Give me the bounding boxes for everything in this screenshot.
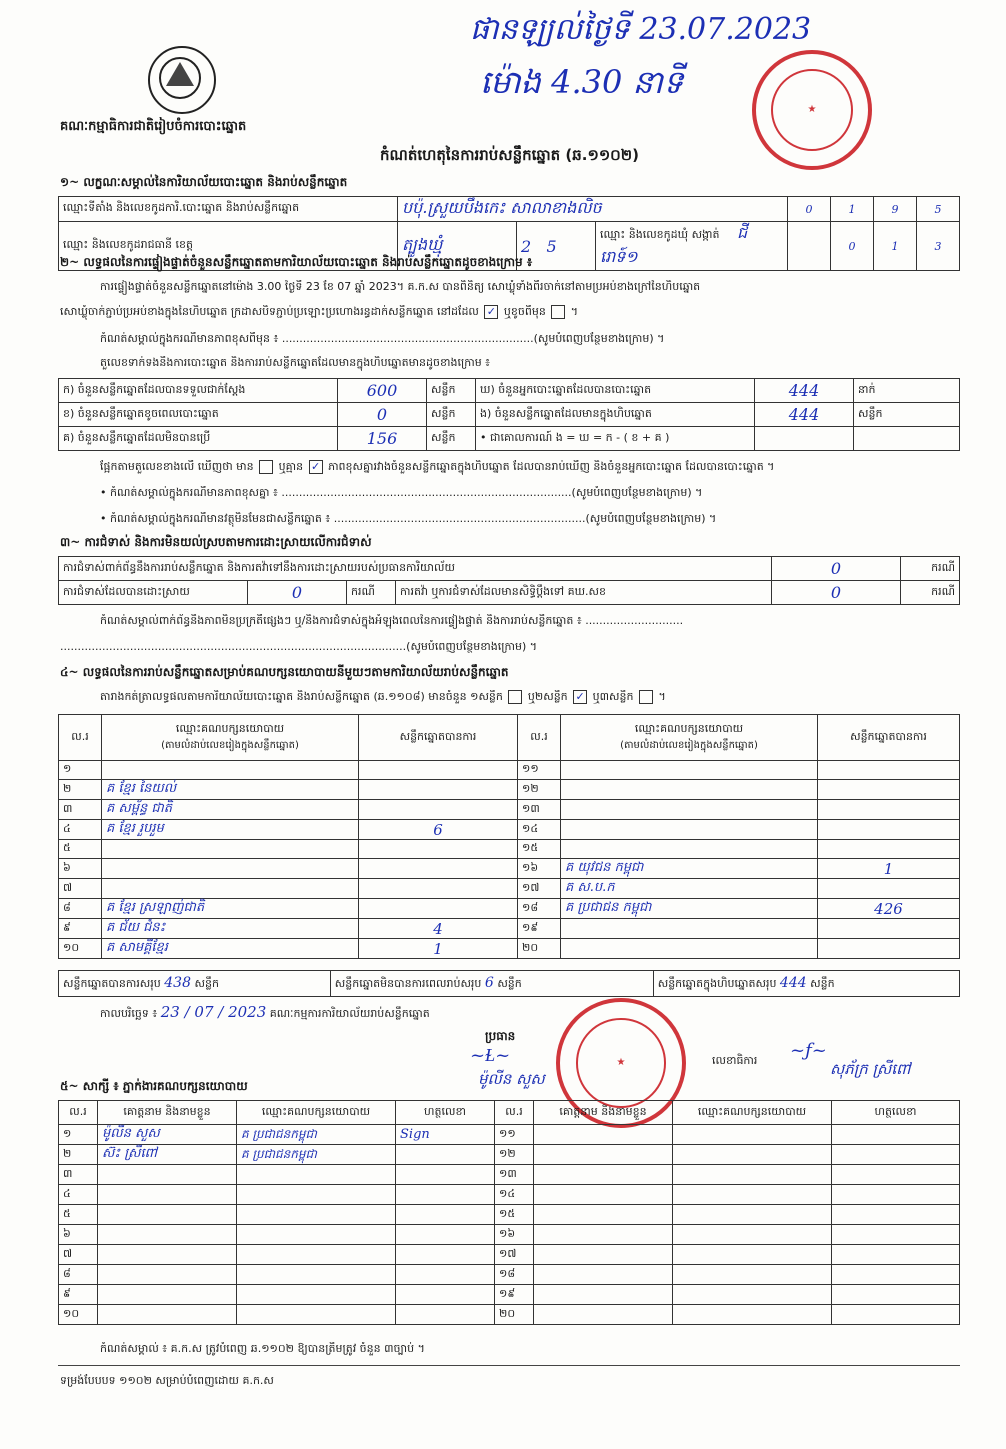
witness-party	[673, 1145, 832, 1165]
witness-signature	[396, 1305, 495, 1325]
table-row	[59, 1285, 960, 1305]
table-row	[59, 1245, 960, 1265]
witness-name	[98, 1245, 237, 1265]
witness-name	[98, 1205, 237, 1225]
witness-party	[673, 1185, 832, 1205]
row-no: ១៦	[495, 1225, 534, 1245]
sec4-intro-c: ឬ៣សន្លឹក	[592, 690, 634, 703]
party-name: គ សម្ព័ន្ធ ជាតិ	[102, 800, 359, 820]
sec1-row2-value: ត្បូងឃ្មុំ	[398, 222, 517, 271]
count-unit	[854, 427, 960, 451]
col-no: ល.រ	[59, 1101, 98, 1125]
row-no: ៨	[59, 899, 102, 919]
witness-party	[237, 1185, 396, 1205]
witness-name	[534, 1285, 673, 1305]
witness-name	[534, 1145, 673, 1165]
witness-party: គ ប្រជាជនកម្ពុជា	[237, 1125, 396, 1145]
has-difference-checkbox[interactable]	[259, 460, 273, 474]
code-digit: 0	[831, 222, 874, 271]
row-no: ១១	[495, 1125, 534, 1145]
row-no: ១៣	[495, 1165, 534, 1185]
total-invalid-value: 6	[484, 974, 494, 991]
party-name	[561, 919, 818, 939]
witness-name	[534, 1305, 673, 1325]
party-votes	[818, 820, 960, 840]
total-box	[653, 971, 959, 997]
sec3-note: កំណត់សម្គាល់ពាក់ព័ន្ធនឹងភាពមិនប្រក្រតីផ្សេងៗ ឬ/និងការជំទាស់ក្នុងអំឡុងពេលនៃការផ្ទៀងផ្ទាត់ និងការរាប់សន្លឹកឆ្នោត ៖ ............................	[100, 614, 684, 627]
row-no: ១២	[518, 780, 561, 800]
sec2-p1: ការផ្ទៀងផ្ទាត់ចំនួនសន្លឹកឆ្នោតនៅម៉ោង 3.00 ថ្ងៃទី 23 ខែ 07 ឆ្នាំ 2023។ គ.ក.ស បានពិនិត្យ សោឃ្លុំទាំងពីរចាក់នៅតាមប្រអប់ខាងក្រៅនៃហិបឆ្នោត	[100, 280, 701, 293]
sec3-r2-unit: ករណី	[347, 581, 396, 605]
party-votes	[818, 761, 960, 780]
secretary-name: សុភ័ក្រ ស្រីពៅ	[830, 1060, 911, 1078]
form-footer: ទម្រង់បែបបទ ១១០២ សម្រាប់បំពេញដោយ គ.ក.ស	[60, 1374, 274, 1387]
row-no: ៧	[59, 879, 102, 899]
nec-logo	[148, 46, 216, 114]
row-no: ១៥	[518, 840, 561, 859]
row-no: ៤	[59, 1185, 98, 1205]
party-votes	[359, 879, 518, 899]
witness-table	[58, 1100, 960, 1325]
sec2-count-table	[58, 378, 960, 451]
table-row	[59, 919, 960, 939]
sec4-intro: តារាងកត់ត្រាលទ្ធផលតាមការិយាល័យបោះឆ្នោត និងរាប់សន្លឹកឆ្នោត (ឆ.១១០៨) មានចំនួន ១សន្លឹក	[100, 690, 503, 703]
official-stamp-top	[752, 50, 872, 170]
secretary-label: លេខាធិការ	[712, 1054, 758, 1067]
party-name	[102, 761, 359, 780]
witness-signature	[832, 1185, 960, 1205]
party-votes	[818, 840, 960, 859]
table-row	[59, 1265, 960, 1285]
witness-signature	[832, 1205, 960, 1225]
table-row	[59, 1305, 960, 1325]
row-no: ១១	[518, 761, 561, 780]
code-digit: 5	[917, 197, 960, 222]
table-row	[59, 1205, 960, 1225]
party-votes: 6	[359, 820, 518, 840]
party-name	[561, 780, 818, 800]
party-votes: 1	[359, 939, 518, 959]
col-party	[102, 715, 359, 761]
count-unit: សន្លឹក	[427, 427, 476, 451]
unit: សន្លឹក	[810, 976, 835, 990]
row-no: ៩	[59, 1285, 98, 1305]
col-party-sub: (តាមលំដាប់លេខរៀងក្នុងសន្លឹកឆ្នោត)	[620, 740, 758, 751]
date-value: 23 / 07 / 2023	[160, 1003, 267, 1021]
table-row	[59, 1165, 960, 1185]
count-row	[59, 427, 960, 451]
code-digit: 2	[521, 236, 532, 256]
witness-party	[237, 1165, 396, 1185]
sec1-row1-label: ឈ្មោះទីតាំង និងលេខកូដការិ.បោះឆ្នោត និងរាប់សន្លឹកឆ្នោត	[59, 197, 398, 222]
party-votes	[818, 919, 960, 939]
count-unit: សន្លឹក	[427, 379, 476, 403]
witness-signature	[832, 1125, 960, 1145]
unit: សន្លឹក	[194, 976, 219, 990]
party-name	[561, 761, 818, 780]
party-name: គ ខ្មែរ ស្រឡាញ់ជាតិ	[102, 899, 359, 919]
table-row	[59, 939, 960, 959]
party-votes	[359, 859, 518, 879]
col-party	[561, 715, 818, 761]
witness-party	[237, 1265, 396, 1285]
count-value: 600	[338, 379, 427, 403]
witness-name: ស៊ះ ស្រីពៅ	[98, 1145, 237, 1165]
party-votes	[359, 800, 518, 820]
row-no: ៦	[59, 859, 102, 879]
unchanged-checkbox[interactable]: ✓	[484, 305, 498, 319]
three-sheet-checkbox[interactable]	[639, 690, 653, 704]
row-no: ១	[59, 761, 102, 780]
witness-signature	[396, 1145, 495, 1165]
witness-name	[98, 1185, 237, 1205]
party-votes: 1	[818, 859, 960, 879]
row-no: ៣	[59, 1165, 98, 1185]
sec5-footnote: កំណត់សម្គាល់ ៖ គ.ក.ស ត្រូវបំពេញ ឆ.១១០២ ឱ្យបានត្រឹមត្រូវ ចំនួន ៣ច្បាប់ ។	[100, 1342, 425, 1355]
witness-party	[673, 1125, 832, 1145]
stamp-seal-icon: ★	[771, 69, 853, 151]
total-valid-value: 438	[164, 974, 191, 991]
party-name: គ ប្រជាជន កម្ពុជា	[561, 899, 818, 919]
count-value: 444	[755, 403, 854, 427]
witness-name	[534, 1265, 673, 1285]
sec3-r1-label: ការជំទាស់ពាក់ព័ន្ធនឹងការរាប់សន្លឹកឆ្នោត និងការតវ៉ាទៅនឹងការដោះស្រាយរបស់ប្រធានការិយាល័យ	[59, 557, 772, 581]
stamp-seal-icon: ★	[576, 1018, 665, 1107]
row-no: ១៧	[518, 879, 561, 899]
sec4-heading: ៤~ លទ្ធផលនៃការរាប់សន្លឹកឆ្នោតសម្រាប់គណបក្សនយោបាយនីមួយៗតាមការិយាល័យរាប់សន្លឹកឆ្នោត	[60, 665, 509, 679]
sec3-r2-label: ការជំទាស់ដែលបានដោះស្រាយ	[59, 581, 248, 605]
row-no: ២	[59, 780, 102, 800]
party-name	[102, 879, 359, 899]
party-name: គ ខ្មែរ នៃយល់	[102, 780, 359, 800]
sec2-note1: កំណត់សម្គាល់ក្នុងករណីមានភាពខុសពីមុន ៖ ........................................................................(សូមបំពេញបន្ថែមខាងក្រោម) ។	[100, 332, 665, 345]
row-no: ១២	[495, 1145, 534, 1165]
witness-party	[237, 1285, 396, 1305]
emblem-icon	[150, 48, 214, 112]
witness-signature	[832, 1145, 960, 1165]
party-votes	[359, 899, 518, 919]
sec3-r3-value: 0	[772, 581, 901, 605]
witness-name: ម៉ូលីន សួស	[98, 1125, 237, 1145]
col-party-label: ឈ្មោះគណបក្សនយោបាយ	[175, 722, 285, 735]
sec2-note2: • កំណត់សម្គាល់ក្នុងករណីមានភាពខុសគ្នា ៖ ...................................................................................(សូមបំពេញបន្ថែមខាងក្រោម) ។	[100, 486, 703, 499]
witness-party	[673, 1225, 832, 1245]
party-votes	[359, 780, 518, 800]
party-votes: 426	[818, 899, 960, 919]
sec1-row2b	[596, 222, 788, 271]
row-no: ១៦	[518, 859, 561, 879]
party-name: គ ខ្មែរ រួបរួម	[102, 820, 359, 840]
witness-name	[98, 1285, 237, 1305]
witness-party	[673, 1305, 832, 1325]
code-digit: 5	[546, 236, 557, 256]
party-name	[561, 840, 818, 859]
party-name	[102, 859, 359, 879]
witness-signature	[832, 1165, 960, 1185]
col-no: ល.រ	[495, 1101, 534, 1125]
party-name	[561, 939, 818, 959]
row-no: ២០	[495, 1305, 534, 1325]
table-row	[59, 840, 960, 859]
one-sheet-checkbox[interactable]	[508, 690, 522, 704]
total-box-label: សន្លឹកឆ្នោតក្នុងហិបឆ្នោតសរុប	[657, 976, 777, 990]
col-party: ឈ្មោះគណបក្សនយោបាយ	[237, 1101, 396, 1125]
count-value: 0	[338, 403, 427, 427]
witness-signature	[396, 1225, 495, 1245]
witness-party	[237, 1225, 396, 1245]
witness-name	[534, 1225, 673, 1245]
total-valid-label: សន្លឹកឆ្នោតបានការសរុប	[63, 976, 161, 990]
witness-signature	[396, 1185, 495, 1205]
count-label: • ជាគោលការណ៍ ង = ឃ = ក - ( ខ + គ )	[476, 427, 755, 451]
sec2-p2-row: សោឃ្លុំចាក់ភ្ជាប់ប្រអប់ខាងក្នុងនៃហិបឆ្នោត ក្រដាសបិទភ្ជាប់ប្រឡោះប្រហោងរន្ធដាក់សន្លឹកឆ្នោត នៅដដែល ✓ ឬខូចពីមុន ។	[60, 305, 579, 318]
witness-name	[534, 1125, 673, 1145]
sec1-row1-value: បប៉ុ.ស្រួយបឹងកេះ សាលាខាងលិច	[398, 197, 788, 222]
party-votes	[818, 800, 960, 820]
unit: សន្លឹក	[497, 976, 522, 990]
sec4-intro-row: តារាងកត់ត្រាលទ្ធផលតាមការិយាល័យបោះឆ្នោត និងរាប់សន្លឹកឆ្នោត (ឆ.១១០៨) មានចំនួន ១សន្លឹក ឬ២សន្លឹក ✓ ឬ៣សន្លឹក ។	[100, 690, 666, 703]
witness-signature	[832, 1245, 960, 1265]
row-no: ១០	[59, 939, 102, 959]
witness-name	[534, 1205, 673, 1225]
witness-signature	[396, 1265, 495, 1285]
table-row	[59, 780, 960, 800]
row-no: ១៣	[518, 800, 561, 820]
code-digit: 0	[788, 197, 831, 222]
witness-name	[98, 1165, 237, 1185]
count-label: ឃ) ចំនួនអ្នកបោះឆ្នោតដែលបានបោះឆ្នោត	[476, 379, 755, 403]
witness-name	[534, 1245, 673, 1265]
witness-signature	[396, 1245, 495, 1265]
secretary-signature: ~ƒ~	[790, 1040, 827, 1061]
sec5-heading: ៥~ សាក្សី ៖ ភ្នាក់ងារគណបក្សនយោបាយ	[60, 1079, 248, 1093]
count-label: ក) ចំនួនសន្លឹកឆ្នោតដែលបានទទួលជាក់ស្តែង	[59, 379, 338, 403]
witness-name	[98, 1305, 237, 1325]
witness-signature	[832, 1285, 960, 1305]
party-name	[561, 800, 818, 820]
witness-party	[237, 1245, 396, 1265]
party-votes	[359, 840, 518, 859]
witness-party	[237, 1305, 396, 1325]
witness-party	[673, 1285, 832, 1305]
row-no: ៣	[59, 800, 102, 820]
footer-divider	[58, 1365, 960, 1366]
table-row	[59, 1225, 960, 1245]
table-row	[59, 1125, 960, 1145]
code-digit: 9	[874, 197, 917, 222]
count-unit: សន្លឹក	[854, 403, 960, 427]
count-value: 156	[338, 427, 427, 451]
col-party-sub: (តាមលំដាប់លេខរៀងក្នុងសន្លឹកឆ្នោត)	[161, 740, 299, 751]
sec3-r2-value: 0	[248, 581, 347, 605]
row-no: ៦	[59, 1225, 98, 1245]
witness-party	[673, 1265, 832, 1285]
two-sheet-checkbox[interactable]: ✓	[573, 690, 587, 704]
col-name: គោត្តនាម និងនាមខ្លួន	[534, 1101, 673, 1125]
sec1-heading: ១~ លក្ខណៈសម្គាល់នៃការិយាល័យបោះឆ្នោត និងរាប់សន្លឹកឆ្នោត	[60, 175, 348, 189]
col-name: គោត្តនាម និងនាមខ្លួន	[98, 1101, 237, 1125]
code-digit: 1	[831, 197, 874, 222]
sec2-p4-a: ឬគ្មាន	[278, 460, 304, 473]
party-name: គ សាមគ្គីខ្មែរ	[102, 939, 359, 959]
row-no: ៥	[59, 840, 102, 859]
sec2-p4: ផ្អែកតាមតួលេខខាងលើ ឃើញថា មាន	[100, 460, 254, 473]
total-valid	[59, 971, 331, 997]
count-unit: នាក់	[854, 379, 960, 403]
sec1-row2b-value: ជីរោទ៍១	[600, 223, 748, 266]
row-no: ១៤	[495, 1185, 534, 1205]
table-row	[59, 899, 960, 919]
row-no: ១៨	[495, 1265, 534, 1285]
form-title: កំណត់ហេតុនៃការរាប់សន្លឹកឆ្នោត (ឆ.១១០២)	[380, 146, 640, 164]
count-label: ខ) ចំនួនសន្លឹកឆ្នោតខូចពេលបោះឆ្នោត	[59, 403, 338, 427]
row-no: ១០	[59, 1305, 98, 1325]
table-row	[59, 761, 960, 780]
date-label: កាលបរិច្ឆេទ ៖	[100, 1007, 158, 1020]
witness-signature	[396, 1205, 495, 1225]
witness-signature	[832, 1265, 960, 1285]
sec4-intro-b: ឬ២សន្លឹក	[527, 690, 568, 703]
count-label: គ) ចំនួនសន្លឹកឆ្នោតដែលមិនបានប្រើ	[59, 427, 338, 451]
col-no: ល.រ	[59, 715, 102, 761]
row-no: ១៨	[518, 899, 561, 919]
party-votes: 4	[359, 919, 518, 939]
no-difference-checkbox[interactable]: ✓	[309, 460, 323, 474]
row-no: ១៧	[495, 1245, 534, 1265]
sec4-date-row	[100, 1003, 430, 1023]
table-row	[59, 1145, 960, 1165]
sec2-note3: • កំណត់សម្គាល់ក្នុងករណីមានវត្ថុមិនមែនជាសន្លឹកឆ្នោត ៖ ........................................................................(សូមបំពេញបន្ថែមខាងក្រោម) ។	[100, 512, 717, 525]
col-no: ល.រ	[518, 715, 561, 761]
count-row	[59, 403, 960, 427]
col-sign: ហត្ថលេខា	[832, 1101, 960, 1125]
total-box-value: 444	[779, 974, 807, 991]
party-votes	[818, 939, 960, 959]
sec2-p2: សោឃ្លុំចាក់ភ្ជាប់ប្រអប់ខាងក្នុងនៃហិបឆ្នោត ក្រដាសបិទភ្ជាប់ប្រឡោះប្រហោងរន្ធដាក់សន្លឹកឆ្នោត នៅដដែល	[60, 305, 479, 318]
chair-name: ម៉ូលីន សួស	[478, 1070, 545, 1088]
sec3-note-end: ...................................................................................................(សូមបំពេញបន្ថែមខាងក្រោម) ។	[60, 640, 537, 653]
row-no: ៧	[59, 1245, 98, 1265]
witness-name	[98, 1265, 237, 1285]
row-no: ១៥	[495, 1205, 534, 1225]
committee-label: គណៈកម្មការការិយាល័យរាប់សន្លឹកឆ្នោត	[269, 1007, 430, 1020]
table-row	[59, 859, 960, 879]
col-party-label: ឈ្មោះគណបក្សនយោបាយ	[634, 722, 744, 735]
count-row	[59, 379, 960, 403]
row-no: ៤	[59, 820, 102, 840]
sec3-r3-label: ការតវ៉ា ឬការជំទាស់ដែលមានសិទ្ធិប្តឹងទៅ គឃ.សខ	[396, 581, 772, 605]
code-digit: 1	[874, 222, 917, 271]
sec2-p2-or: ឬខូចពីមុន	[503, 305, 546, 318]
witness-name	[534, 1165, 673, 1185]
party-name	[561, 820, 818, 840]
sec1-row2b-label: ឈ្មោះ និងលេខកូដឃុំ សង្កាត់	[600, 228, 720, 241]
count-value: 444	[755, 379, 854, 403]
row-no: ១	[59, 1125, 98, 1145]
sec2-p4-rest: ភាពខុសគ្នារវាងចំនួនសន្លឹកឆ្នោតក្នុងហិបឆ្នោត ដែលបានរាប់ឃើញ និងចំនួនអ្នកបោះឆ្នោត ដែលបានបោះឆ្នោត ។	[328, 460, 775, 473]
witness-party	[673, 1205, 832, 1225]
party-name: គ ស.ប.ក	[561, 879, 818, 899]
col-party: ឈ្មោះគណបក្សនយោបាយ	[673, 1101, 832, 1125]
sec3-r3-unit: ករណី	[901, 581, 960, 605]
count-unit: សន្លឹក	[427, 403, 476, 427]
row-no: ១៤	[518, 820, 561, 840]
witness-signature: Sign	[396, 1125, 495, 1145]
witness-party	[673, 1165, 832, 1185]
party-name: គ យុវជន កម្ពុជា	[561, 859, 818, 879]
sec3-r1-unit: ករណី	[901, 557, 960, 581]
org-name: គណៈកម្មាធិការជាតិរៀបចំការបោះឆ្នោត	[60, 119, 247, 134]
witness-name	[98, 1225, 237, 1245]
witness-signature	[396, 1285, 495, 1305]
sec2-p3: តួលេខទាក់ទងនឹងការបោះឆ្នោត និងការរាប់សន្លឹកឆ្នោតដែលមានក្នុងហិបឆ្នោតមានដូចខាងក្រោម ៖	[100, 356, 491, 369]
table-row	[59, 879, 960, 899]
col-votes: សន្លឹកឆ្នោតបានការ	[359, 715, 518, 761]
party-votes	[359, 761, 518, 780]
row-no: ២	[59, 1145, 98, 1165]
table-row	[59, 1185, 960, 1205]
chair-label: ប្រធាន	[485, 1029, 516, 1043]
row-no: ៩	[59, 919, 102, 939]
sec1-row2-label: ឈ្មោះ និងលេខកូដរាជធានី ខេត្ត	[59, 222, 398, 271]
total-invalid	[330, 971, 653, 997]
witness-party	[237, 1205, 396, 1225]
code-digit: 3	[917, 222, 960, 271]
party-name	[102, 840, 359, 859]
sec3-table	[58, 556, 960, 605]
col-votes: សន្លឹកឆ្នោតបានការ	[818, 715, 960, 761]
witness-signature	[832, 1305, 960, 1325]
row-no: ៨	[59, 1265, 98, 1285]
col-sign: ហត្ថលេខា	[396, 1101, 495, 1125]
table-row	[59, 800, 960, 820]
sec3-heading: ៣~ ការជំទាស់ និងការមិនយល់ស្របតាមការដោះស្រាយលើការជំទាស់	[60, 535, 372, 549]
party-votes	[818, 780, 960, 800]
total-invalid-label: សន្លឹកឆ្នោតមិនបានការពេលរាប់សរុប	[334, 976, 482, 990]
row-no: ៥	[59, 1205, 98, 1225]
damaged-checkbox[interactable]	[551, 305, 565, 319]
party-name: គ ជ័យ ជំនះ	[102, 919, 359, 939]
sec2-heading: ២~ លទ្ធផលនៃការផ្ទៀងផ្ទាត់ចំនួនសន្លឹកឆ្នោតតាមការិយាល័យបោះឆ្នោត និងរាប់សន្លឹកឆ្នោតដូចខាងក្រោម ៖	[60, 255, 533, 269]
handwritten-date: ផានឡ្យល់ថ្ងៃទី 23.07.2023	[470, 12, 812, 47]
handwritten-time: ម៉ោង 4.30 នាទី	[480, 63, 684, 101]
row-no: ២០	[518, 939, 561, 959]
totals-table	[58, 970, 960, 997]
results-table	[58, 714, 960, 959]
table-row	[59, 820, 960, 840]
count-value	[755, 427, 854, 451]
row-no: ១៩	[495, 1285, 534, 1305]
witness-signature	[396, 1165, 495, 1185]
witness-name	[534, 1185, 673, 1205]
sec3-r1-value: 0	[772, 557, 901, 581]
sec2-p4-row	[100, 460, 960, 476]
count-label: ង) ចំនួនសន្លឹកឆ្នោតដែលមានក្នុងហិបឆ្នោត	[476, 403, 755, 427]
party-votes	[818, 879, 960, 899]
chair-signature: ~Ɫ~	[470, 1045, 511, 1066]
witness-party: គ ប្រជាជនកម្ពុជា	[237, 1145, 396, 1165]
witness-signature	[832, 1225, 960, 1245]
row-no: ១៩	[518, 919, 561, 939]
witness-party	[673, 1245, 832, 1265]
